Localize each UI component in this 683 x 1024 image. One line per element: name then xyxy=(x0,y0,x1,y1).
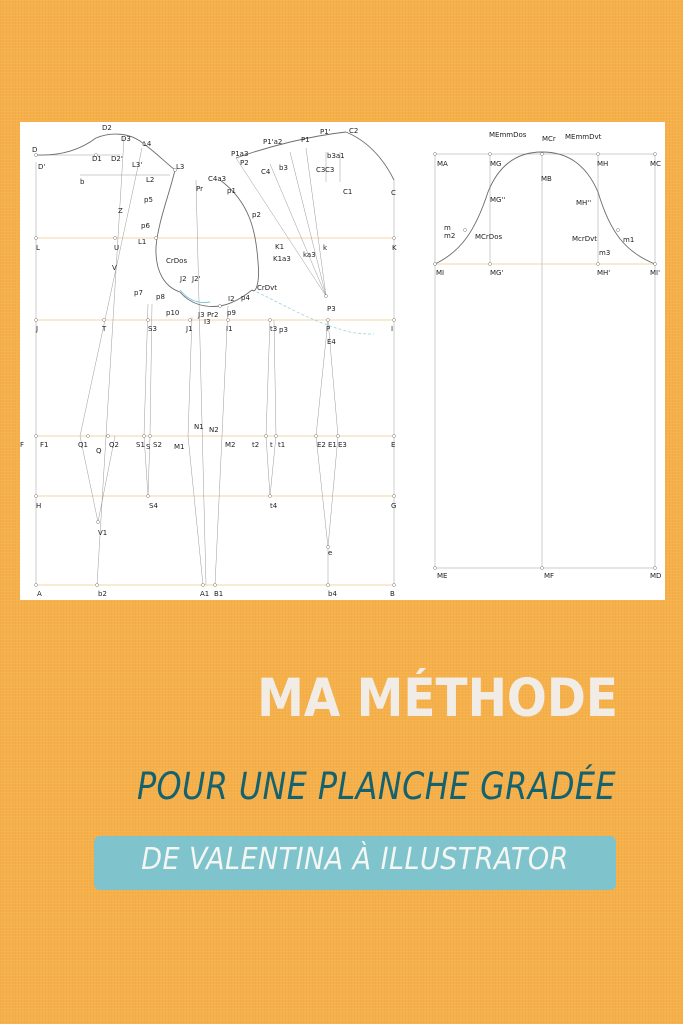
pattern-label: Pr xyxy=(196,185,203,193)
pattern-label: p2 xyxy=(252,211,261,219)
pattern-label: C4a3 xyxy=(208,175,227,183)
pattern-label: MI xyxy=(436,269,445,277)
pattern-label: L4 xyxy=(143,140,152,148)
pattern-label: E4 xyxy=(327,338,336,346)
pattern-label: B xyxy=(390,590,395,598)
pattern-label: MCr xyxy=(542,135,556,143)
pattern-label: I xyxy=(391,325,394,333)
pattern-label: S2 xyxy=(153,441,162,449)
pattern-label: Q xyxy=(96,447,102,455)
pattern-label: E2 xyxy=(317,441,326,449)
pattern-label: b xyxy=(80,178,85,186)
pattern-label: D2' xyxy=(111,155,123,163)
pattern-label: C1 xyxy=(343,188,353,196)
pattern-label: b3a1 xyxy=(327,152,345,160)
pattern-label: p1 xyxy=(227,187,236,195)
pattern-label: t3 xyxy=(270,325,278,333)
pattern-label: J xyxy=(36,325,39,333)
pattern-label: M1 xyxy=(174,443,185,451)
pattern-label: p9 xyxy=(227,309,236,317)
pattern-label: E1 xyxy=(328,441,337,449)
pattern-label: F1 xyxy=(40,441,49,449)
pattern-panel xyxy=(20,122,665,600)
pattern-label: t4 xyxy=(270,502,278,510)
pattern-label: J2 xyxy=(180,275,187,283)
pattern-label: K xyxy=(392,244,397,252)
pattern-label: MCrDos xyxy=(475,233,503,241)
pattern-label: p3 xyxy=(279,326,288,334)
construction-points xyxy=(35,143,657,587)
pattern-label: S3 xyxy=(148,325,157,333)
pattern-label: L3' xyxy=(132,161,143,169)
back-bodice xyxy=(36,134,206,585)
sleeve-labels xyxy=(436,131,661,580)
pattern-label: MI' xyxy=(650,269,661,277)
pattern-label: MD xyxy=(650,572,662,580)
pattern-label: L1 xyxy=(138,238,147,246)
pattern-label: b3 xyxy=(279,164,288,172)
pattern-label: m xyxy=(444,224,451,232)
pattern-label: U xyxy=(114,244,120,252)
pattern-label: P xyxy=(326,325,331,333)
pattern-label: MH' xyxy=(597,269,611,277)
pattern-label: C3 xyxy=(325,166,335,174)
pattern-label: D xyxy=(32,146,38,154)
pattern-label: D' xyxy=(38,163,46,171)
pattern-label: S4 xyxy=(149,502,158,510)
page-title: MA MÉTHODE xyxy=(257,668,618,730)
pattern-label: e xyxy=(328,549,333,557)
pattern-label: t xyxy=(270,441,273,449)
pattern-label: MH xyxy=(597,160,609,168)
pattern-label: E xyxy=(391,441,396,449)
pattern-label: S1 xyxy=(136,441,145,449)
pattern-label: P3 xyxy=(327,305,336,313)
pattern-label: C4 xyxy=(261,168,271,176)
pattern-label: Pr2 xyxy=(207,311,219,319)
pattern-label: I2 xyxy=(228,295,235,303)
pattern-label: C3 xyxy=(316,166,326,174)
pattern-label: k xyxy=(323,244,328,252)
pattern-label: B1 xyxy=(214,590,224,598)
bodice-labels xyxy=(20,124,397,598)
pattern-label: P1a3 xyxy=(231,150,249,158)
pattern-label: ME xyxy=(437,572,448,580)
pattern-label: P1' xyxy=(320,128,331,136)
pattern-label: t1 xyxy=(278,441,286,449)
pattern-label: MEmmDos xyxy=(489,131,527,139)
pattern-label: m1 xyxy=(623,236,635,244)
pattern-label: MG'' xyxy=(490,196,506,204)
pattern-label: I1 xyxy=(226,325,233,333)
pattern-label: MEmmDvt xyxy=(565,133,602,141)
pattern-label: K1 xyxy=(275,243,285,251)
pattern-label: p4 xyxy=(241,294,250,302)
pattern-label: L2 xyxy=(146,176,155,184)
pattern-label: J1 xyxy=(186,325,193,333)
pattern-diagram xyxy=(20,122,665,600)
pattern-label: MF xyxy=(544,572,555,580)
pattern-label: C2 xyxy=(349,127,359,135)
pattern-label: I3 xyxy=(204,318,211,326)
pattern-label: b4 xyxy=(328,590,337,598)
pattern-label: C xyxy=(391,189,396,197)
sleeve xyxy=(435,152,655,568)
pattern-label: p5 xyxy=(144,196,153,204)
pattern-label: S xyxy=(146,443,151,451)
pattern-label: P1 xyxy=(301,136,310,144)
pattern-label: MH'' xyxy=(576,199,592,207)
pattern-label: m3 xyxy=(599,249,611,257)
pattern-label: MG xyxy=(490,160,502,168)
pattern-label: p6 xyxy=(141,222,150,230)
pattern-label: Z xyxy=(118,207,123,215)
pattern-label: b2 xyxy=(98,590,107,598)
pattern-label: N1 xyxy=(194,423,204,431)
pattern-label: A1 xyxy=(200,590,210,598)
pattern-label: P1'a2 xyxy=(263,138,283,146)
pattern-label: K1a3 xyxy=(273,255,291,263)
front-bodice xyxy=(215,132,397,585)
pattern-label: E3 xyxy=(338,441,347,449)
pattern-label: CrDvt xyxy=(257,284,278,292)
bodice-guides xyxy=(36,155,397,585)
pattern-label: t2 xyxy=(252,441,260,449)
pattern-label: V xyxy=(112,264,117,272)
pattern-label: N2 xyxy=(209,426,219,434)
pattern-label: V1 xyxy=(98,529,108,537)
pattern-label: P2 xyxy=(240,159,249,167)
pattern-label: M2 xyxy=(225,441,236,449)
pattern-label: F xyxy=(20,441,25,449)
pattern-label: ka3 xyxy=(303,251,316,259)
pattern-label: J3 xyxy=(198,311,205,319)
pattern-label: J2' xyxy=(192,275,201,283)
pattern-label: D1 xyxy=(92,155,102,163)
pattern-label: A xyxy=(37,590,42,598)
pattern-label: p7 xyxy=(134,289,143,297)
pattern-label: p10 xyxy=(166,309,180,317)
pattern-label: Q2 xyxy=(109,441,119,449)
pattern-label: McrDvt xyxy=(572,235,598,243)
subtitle-line-1: POUR UNE PLANCHE GRADÉE xyxy=(136,765,616,808)
pattern-label: D3 xyxy=(121,135,131,143)
pattern-label: p8 xyxy=(156,293,165,301)
pattern-label: Q1 xyxy=(78,441,88,449)
pattern-label: MA xyxy=(437,160,448,168)
pattern-label: G xyxy=(391,502,397,510)
pattern-label: T xyxy=(102,325,107,333)
pattern-label: m2 xyxy=(444,232,456,240)
pattern-label: D2 xyxy=(102,124,112,132)
subtitle-line-2: DE VALENTINA À ILLUSTRATOR xyxy=(141,842,569,877)
pattern-label: CrDos xyxy=(166,257,188,265)
pattern-label: MB xyxy=(541,175,552,183)
pattern-label: MC xyxy=(650,160,661,168)
pattern-label: MG' xyxy=(490,269,504,277)
pattern-label: H xyxy=(36,502,42,510)
pattern-label: L3 xyxy=(176,163,185,171)
pattern-label: L xyxy=(36,244,40,252)
